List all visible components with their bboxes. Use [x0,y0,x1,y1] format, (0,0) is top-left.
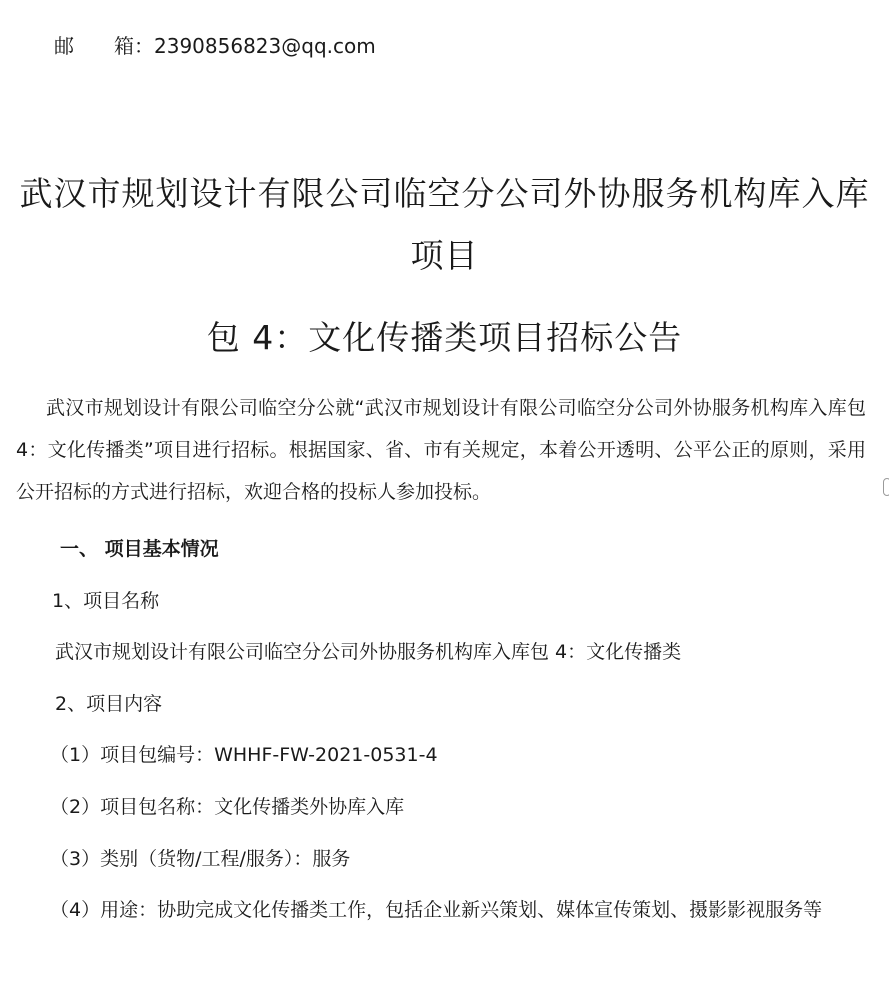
detail-package-number: （1）项目包编号：WHHF-FW-2021-0531-4 [50,744,438,766]
document-title-line-1: 武汉市规划设计有限公司临空分公司外协服务机构库入库 [19,174,870,213]
email-line [54,30,376,59]
email-separator: ： [134,34,154,58]
email-value: 2390856823@qq.com [154,34,376,58]
email-label: 邮 箱 [54,34,134,58]
detail-usage: （4）用途：协助完成文化传播类工作，包括企业新兴策划、媒体宣传策划、摄影影视服务等 [50,899,823,921]
document-title-line-2: 项目 [410,236,479,275]
intro-paragraph: 武汉市规划设计有限公司临空分公就“武汉市规划设计有限公司临空分公司外协服务机构库入库包 4：文化传播类”项目进行招标。根据国家、省、市有关规定，本着公开透明、公平公正的原则，采用公开招标的方式进行招标，欢迎合格的投标人参加投标。 [16,397,866,503]
detail-category: （3）类别（货物/工程/服务）：服务 [50,848,351,870]
item-project-name-label: 1、项目名称 [52,590,160,612]
document-title-line-3: 包 4：文化传播类项目招标公告 [206,318,683,357]
scroll-edge-handle[interactable] [883,478,889,496]
item-project-name-value: 武汉市规划设计有限公司临空分公司外协服务机构库入库包 4：文化传播类 [55,641,682,663]
section-heading: 一、 项目基本情况 [60,538,219,560]
detail-package-name: （2）项目包名称：文化传播类外协库入库 [50,796,405,818]
item-project-content-label: 2、项目内容 [55,693,163,715]
